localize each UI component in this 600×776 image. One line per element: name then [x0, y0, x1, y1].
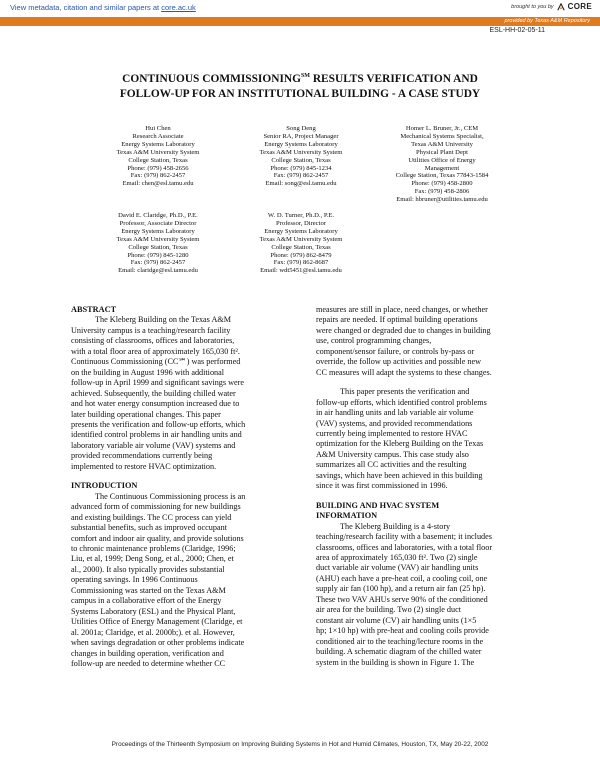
text-line: These two VAV AHUs serve 90% of the conditioned	[316, 594, 488, 604]
author-detail: Energy Systems Laboratory	[264, 227, 338, 235]
author-name: David E. Claridge, Ph.D., P.E.	[118, 212, 198, 219]
text-line: follow-up efforts, which identified control problems	[316, 397, 487, 407]
provided-by-text[interactable]: provided by Texas A&M Repository	[504, 18, 590, 24]
text-line: classrooms, offices and laboratories, with a total floor	[316, 542, 493, 552]
text-line: al. 2001a; Claridge, et al. 2000b;). et al. However,	[71, 627, 235, 637]
right-paragraph-1	[316, 305, 554, 378]
author-detail: Fax: (979) 862-2457	[130, 172, 186, 180]
introduction-text	[71, 492, 309, 670]
text-line: This paper presents the verification and	[340, 387, 470, 397]
author-detail: Texas A&M University	[411, 140, 473, 148]
text-line: air area for the building. Two (2) single duct	[316, 605, 462, 615]
text-line: component/sensor failure, or controls by-pass or	[316, 346, 475, 356]
proceedings-footer: Proceedings of the Thirteenth Symposium on Improving Building Systems in Hot and Humid Climates, Houston, TX, May 20-22, 2002	[111, 741, 489, 748]
text-line: measures are still in place, need changes, or whether	[316, 305, 488, 314]
text-line: (VAV) systems, and provided recommendations	[316, 418, 473, 428]
building-heading-line-1: BUILDING AND HVAC SYSTEM	[316, 500, 440, 510]
author-name: Homer L. Bruner, Jr., CEM	[405, 125, 479, 132]
author-detail: Professor, Director	[276, 219, 326, 227]
author-detail: College Station, Texas	[271, 243, 331, 251]
text-line: savings, which have been achieved in this building	[316, 470, 483, 480]
text-line: override, the follow up activities and possible new	[316, 357, 482, 367]
author-detail: Texas A&M University System	[259, 235, 343, 243]
author-detail: Email: chen@esl.tamu.edu	[122, 180, 194, 188]
text-line: achieved. Subsequently, the building chilled water	[71, 388, 236, 398]
text-line: were changed or degraded due to changes in building	[316, 325, 491, 335]
text-line: (AHU) each have a pre-heat coil, a cooling coil, one	[316, 573, 488, 583]
text-line: area of approximately 165,030 ft². Two (2) single	[316, 552, 478, 562]
text-line: teaching/research facility with a basement; it includes	[316, 532, 492, 542]
author-detail: Fax: (979) 458-2806	[414, 188, 470, 196]
author-detail: Email: hbruner@utilities.tamu.edu	[396, 196, 488, 204]
author-detail: Texas A&M University System	[116, 148, 200, 156]
text-line: duct variable air volume (VAV) air handling units	[316, 563, 479, 573]
text-line: advanced form of commissioning for new buildings	[71, 502, 241, 512]
core-branding[interactable]	[511, 2, 592, 11]
text-line: provided recommendations currently being	[71, 451, 213, 461]
building-text	[316, 522, 554, 668]
introduction-heading: INTRODUCTION	[71, 481, 138, 491]
author-block-deng	[221, 125, 381, 188]
text-line: repairs are needed. If optimal building operations	[316, 315, 478, 325]
text-line: and hot water energy consumption increased due to	[71, 399, 240, 409]
text-line: The Continuous Commissioning process is an	[95, 491, 246, 501]
title-line-1b: RESULTS VERIFICATION AND	[309, 72, 478, 85]
text-line: laboratory variable air volume (VAV) systems and	[71, 440, 236, 450]
text-line: campus in a collaborative effort of the Energy	[71, 596, 222, 606]
text-line: to chronic maintenance problems (Claridge, 1996;	[71, 543, 236, 553]
author-detail: Email: wdt5451@esl.tamu.edu	[260, 267, 342, 275]
text-line: optimization for the Kleberg Building on the Texas	[316, 439, 484, 449]
author-detail: Energy Systems Laboratory	[264, 140, 338, 148]
text-line: system in the building is shown in Figure 1. The	[316, 657, 475, 667]
author-block-claridge	[78, 212, 238, 275]
text-line: Liu, et al, 1999; Deng Song, et al., 2000; Chen, et	[71, 554, 234, 564]
building-heading-line-2: INFORMATION	[316, 511, 378, 521]
author-detail: Phone: (979) 862-8479	[270, 251, 332, 259]
text-line: Commissioning was started on the Texas A&M	[71, 585, 226, 595]
text-line: with a total floor area of approximately 165,030 ft².	[71, 346, 240, 356]
brought-by-text: brought to you by	[511, 3, 554, 10]
right-paragraph-2	[316, 387, 554, 492]
author-name: Song Deng	[286, 125, 316, 132]
text-line: University campus is a teaching/research facility	[71, 325, 231, 335]
author-detail: Professor, Associate Director	[119, 219, 197, 227]
text-line: CC measures will adapt the systems to these changes.	[316, 367, 492, 377]
text-line: use, control programming changes,	[316, 336, 432, 346]
author-detail: Mechanical Systems Specialist,	[400, 132, 484, 140]
text-line: follow-up in April 1999 and significant savings were	[71, 378, 245, 388]
text-line: supply air fan (100 hp), and a return air fan (25 hp).	[316, 584, 486, 594]
text-line: identified control problems in air handling units and	[71, 430, 242, 440]
text-line: al., 2000). It also typically provides substantial	[71, 564, 225, 574]
author-detail: Phone: (979) 845-1280	[127, 251, 189, 259]
author-detail: College Station, Texas	[128, 156, 188, 164]
core-site-link[interactable]: core.ac.uk	[161, 3, 196, 12]
right-column	[316, 305, 554, 668]
document-id: ESL-HH-02-05-11	[489, 27, 545, 34]
title-line-2: FOLLOW-UP FOR AN INSTITUTIONAL BUILDING - A CASE STUDY	[119, 88, 481, 101]
text-line: summarizes all CC activities and the resulting	[316, 460, 467, 470]
text-line: and existing buildings. The CC process can yield	[71, 512, 232, 522]
author-detail: Utilities Office of Energy	[408, 156, 476, 164]
title-line-1a: CONTINUOUS COMMISSIONING	[122, 72, 301, 85]
text-line: constant air volume (CV) air handling units (1×5	[316, 615, 477, 625]
author-detail: Phone: (979) 845-1234	[270, 164, 332, 172]
paper-title	[60, 69, 540, 103]
text-line: since it was first commissioned in 1996.	[316, 481, 448, 491]
author-detail: Texas A&M University System	[259, 148, 343, 156]
author-detail: Management	[424, 164, 460, 172]
author-detail: Energy Systems Laboratory	[121, 140, 195, 148]
author-detail: Email: claridge@esl.tamu.edu	[118, 267, 198, 275]
text-line: Systems Laboratory (ESL) and the Physical Plant,	[71, 606, 236, 616]
core-logo-icon	[557, 3, 565, 11]
author-name: W. D. Turner, Ph.D., P.E.	[267, 212, 335, 219]
author-detail: Senior RA, Project Manager	[263, 132, 339, 140]
author-name: Hui Chen	[145, 125, 171, 132]
text-line: comfort and indoor air quality, and provide solutions	[71, 533, 244, 543]
text-line: The Kleberg Building on the Texas A&M	[95, 315, 232, 325]
text-line: building. A schematic diagram of the chilled water	[316, 647, 482, 657]
text-line: Continuous Commissioning (CC℠) was performed	[71, 357, 241, 367]
text-line: conditioned air to the teaching/lecture rooms in the	[316, 636, 484, 646]
left-column	[71, 305, 309, 669]
text-line: currently being implemented to restore HVAC	[316, 428, 468, 438]
text-line: later building operational changes. This paper	[71, 409, 221, 419]
text-line: operating savings. In 1996 Continuous	[71, 575, 198, 585]
service-mark: SM	[300, 73, 310, 79]
text-line: follow-up are needed to determine whether CC	[71, 658, 226, 668]
author-detail: Email: song@esl.tamu.edu	[265, 180, 337, 188]
text-line: hp; 1×10 hp) with pre-heat and cooling coils provide	[316, 626, 489, 636]
metadata-link-text: View metadata, citation and similar papers at	[10, 3, 162, 12]
abstract-text	[71, 315, 309, 472]
text-line: implemented to restore HVAC optimization.	[71, 461, 217, 471]
text-line: presents the verification and follow-up efforts, which	[71, 419, 246, 429]
author-detail: College Station, Texas	[271, 156, 331, 164]
text-line: Utilities Office of Energy Management (Claridge, et	[71, 617, 243, 627]
author-detail: Phone: (979) 458-2656	[127, 164, 189, 172]
author-detail: Phone: (979) 458-2800	[411, 180, 473, 188]
author-detail: Energy Systems Laboratory	[121, 227, 195, 235]
author-detail: Research Associate	[132, 132, 184, 140]
author-detail: Fax: (979) 862-2457	[130, 259, 186, 267]
text-line: consisting of classrooms, offices and laboratories,	[71, 336, 235, 346]
text-line: substantial benefits, such as improved occupant	[71, 523, 227, 533]
abstract-heading: ABSTRACT	[71, 305, 117, 314]
text-line: on the building in August 1996 with additional	[71, 367, 225, 377]
author-detail: College Station, Texas	[128, 243, 188, 251]
author-detail: Physical Plant Dept	[415, 148, 468, 156]
author-detail: Texas A&M University System	[116, 235, 200, 243]
text-line: changes in building operation, verification and	[71, 648, 224, 658]
author-block-chen	[78, 125, 238, 188]
text-line: A&M University campus. This case study also	[316, 449, 469, 459]
author-detail: Fax: (979) 862-2457	[273, 172, 329, 180]
author-block-bruner	[362, 125, 522, 204]
text-line: when savings degradation or other problems indicate	[71, 638, 245, 648]
metadata-link[interactable]	[10, 3, 196, 12]
author-detail: College Station, Texas 77843-1584	[395, 172, 489, 180]
core-logo-text: CORE	[567, 2, 592, 11]
author-detail: Fax: (979) 862-8687	[273, 259, 329, 267]
text-line: in air handling units and lab variable air volume	[316, 408, 474, 418]
author-block-turner	[221, 212, 381, 275]
text-line: The Kleberg Building is a 4-story	[340, 521, 451, 531]
